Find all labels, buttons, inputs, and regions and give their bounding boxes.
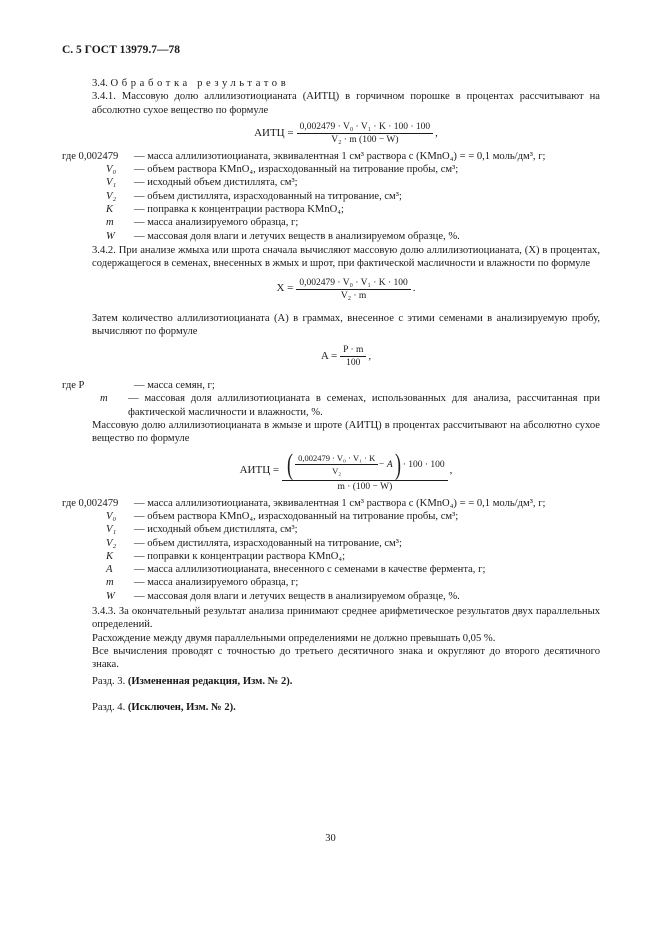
formula-4-inner-denominator: V₂ — [332, 466, 342, 477]
formula-2-numerator: 0,002479 · V₀ · V₁ · K · 100 — [296, 277, 410, 290]
definition-symbol: m — [106, 577, 114, 589]
razd-4-note: (Исключен, Изм. № 2). — [127, 701, 236, 713]
formula-3-tail: , — [368, 350, 372, 362]
formula-4-fraction — [282, 447, 448, 493]
definition-item — [92, 590, 600, 603]
where-1-first: — масса аллилизотиоцианата, эквивалентная 1 см³ раствора c (KMnO₄) = = 0,1 моль/дм³, г; — [134, 150, 546, 162]
definition-symbol: m — [106, 217, 114, 229]
formula-4-inner-fraction — [295, 452, 378, 477]
definition-text: — масса аллилизотиоцианата, внесенного с семенами в качестве фермента, г; — [134, 564, 486, 576]
formula-4-numerator — [282, 447, 448, 481]
formula-3-lhs: A = — [320, 350, 338, 362]
definition-text: — объем раствора KMnO₄, израсходованный на титрование пробы, см³; — [134, 510, 459, 522]
formula-1-fraction — [297, 121, 434, 146]
definition-text: — исходный объем дистиллята, см³; — [134, 177, 298, 189]
where-3-list — [92, 510, 600, 603]
where-2-lead: где P — [62, 380, 85, 392]
definition-item — [92, 510, 600, 523]
where-3-first: — масса аллилизотиоцианата, эквивалентная 1 см³ раствора c (KMnO₄) = = 0,1 моль/дм³, г; — [134, 497, 546, 509]
formula-4 — [92, 447, 600, 493]
definition-text: — поправка к концентрации раствора KMnO₄; — [134, 204, 344, 216]
section-number: 3.4. — [92, 78, 108, 89]
paragraph-3-4-3: 3.4.3. За окончательный результат анализа принимают среднее арифметическое результатов двух параллельных определений. — [92, 606, 600, 631]
definition-item — [92, 230, 600, 243]
formula-2-lhs: X = — [276, 282, 294, 295]
where-block-3 — [62, 497, 600, 510]
paragraph-3-4-2: 3.4.2. При анализе жмыха или шрота сначала вычисляют массовую долю аллилизотиоцианата, (X) в процентах, содержащегося в семенах, внесенных в жмых и шрот, при фактической масличности и влажности по формуле — [92, 244, 600, 270]
where-block-1 — [62, 150, 600, 163]
formula-4-multiplier: · 100 · 100 — [402, 459, 445, 470]
formula-4-minus-a: − A — [378, 459, 393, 470]
definition-symbol: W — [106, 590, 115, 602]
definition-symbol: A — [106, 564, 113, 576]
definition-text: — масса анализируемого образца, г; — [134, 577, 299, 589]
definition-symbol: V₂ — [106, 190, 117, 202]
where-2-first: — масса семян, г; — [134, 380, 215, 392]
definition-item — [92, 523, 600, 536]
page-number: 30 — [325, 833, 336, 844]
definition-item — [92, 550, 600, 563]
definition-text: — объем раствора KMnO₄, израсходованный на титрование пробы, см³; — [134, 164, 459, 176]
definition-symbol: K — [106, 550, 114, 562]
formula-2-fraction — [296, 277, 410, 302]
definition-text: — поправки к концентрации раствора KMnO₄; — [134, 550, 346, 562]
where-2-m-key: m — [100, 393, 108, 405]
formula-1-denominator: V₂ · m (100 − W) — [331, 134, 399, 145]
formula-3-denominator: 100 — [346, 358, 361, 369]
formula-2 — [92, 277, 600, 302]
where-block-2 — [62, 379, 600, 392]
where-3-lead: где 0,002479 — [62, 497, 119, 509]
definition-item — [92, 203, 600, 216]
razd-3-lead: Разд. 3. — [92, 675, 126, 687]
definition-symbol: V₀ — [106, 510, 117, 522]
where-2-m-item — [86, 392, 600, 419]
paragraph-then: Затем количество аллилизотиоцианата (A) в граммах, внесенное с этими семенами в анализируемую пробу, вычисляют по формуле — [92, 312, 600, 337]
definition-symbol: K — [106, 204, 114, 216]
formula-4-open-paren: ( — [287, 447, 294, 481]
formula-1-numerator: 0,002479 · V₀ · V₁ · K · 100 · 100 — [297, 121, 434, 134]
definition-text: — объем дистиллята, израсходованный на титрование, см³; — [134, 190, 402, 202]
definition-symbol: V₁ — [106, 524, 117, 536]
where-1-lead: где 0,002479 — [62, 150, 119, 162]
where-2-m-text: — массовая доля аллилизотиоцианата в семенах, использованных для анализа, рассчитанная при фактической масличности и влажности, %. — [128, 393, 600, 418]
razd-4 — [92, 701, 600, 714]
definition-symbol: W — [106, 230, 115, 242]
formula-1-tail: , — [435, 126, 438, 139]
definition-item — [92, 537, 600, 550]
formula-4-denominator: m · (100 − W) — [337, 481, 393, 492]
formula-4-tail: , — [449, 464, 453, 477]
formula-4-inner-numerator: 0,002479 · V₀ · V₁ · K — [295, 452, 378, 465]
definition-text: — массовая доля влаги и летучих веществ в анализируемом образце, %. — [134, 590, 460, 602]
page-header: С. 5 ГОСТ 13979.7—78 — [62, 44, 181, 56]
definition-item — [92, 216, 600, 229]
formula-2-denominator: V₂ · m — [340, 290, 367, 301]
definition-item — [92, 190, 600, 203]
paragraph-3-4-1: 3.4.1. Массовую долю аллилизотиоцианата (АИТЦ) в горчичном порошке в процентах рассчитывают на абсолютно сухое вещество по формуле — [92, 91, 600, 116]
formula-4-close-paren: ) — [394, 447, 401, 481]
formula-1-lhs: АИТЦ = — [254, 126, 294, 139]
formula-1 — [92, 121, 600, 146]
definition-symbol: V₂ — [106, 537, 117, 549]
formula-3 — [92, 344, 600, 369]
formula-2-tail: . — [412, 282, 416, 295]
formula-3-fraction — [340, 344, 366, 369]
formula-4-lhs: АИТЦ = — [239, 464, 280, 477]
section-heading: Обработка результатов — [110, 78, 290, 89]
definition-item — [92, 176, 600, 189]
razd-4-lead: Разд. 4. — [92, 701, 126, 713]
paragraph-calculations: Все вычисления проводят с точностью до третьего десятичного знака и округляют до второго десятичного знака. — [92, 645, 600, 671]
definition-text: — объем дистиллята, израсходованный на титрование, см³; — [134, 537, 402, 549]
where-1-list — [92, 163, 600, 243]
document-body — [62, 77, 600, 714]
paragraph-mass: Массовую долю аллилизотиоцианата в жмызе и шроте (АИТЦ) в процентах рассчитывают на абсолютно сухое вещество по формуле — [92, 420, 600, 445]
razd-3-note: (Измененная редакция, Изм. № 2). — [127, 675, 293, 687]
formula-3-numerator: P · m — [340, 344, 366, 357]
section-title — [92, 77, 600, 90]
definition-text: — исходный объем дистиллята, см³; — [134, 524, 298, 536]
definition-symbol: V₀ — [106, 164, 117, 176]
definition-item — [92, 563, 600, 576]
definition-text: — массовая доля влаги и летучих веществ в анализируемом образце, %. — [134, 230, 460, 242]
definition-symbol: V₁ — [106, 177, 117, 189]
definition-text: — масса анализируемого образца, г; — [134, 217, 299, 229]
razd-3 — [92, 675, 600, 688]
paragraph-difference: Расхождение между двумя параллельными определениями не должно превышать 0,05 %. — [92, 632, 496, 644]
definition-item — [92, 163, 600, 176]
definition-item — [92, 576, 600, 589]
